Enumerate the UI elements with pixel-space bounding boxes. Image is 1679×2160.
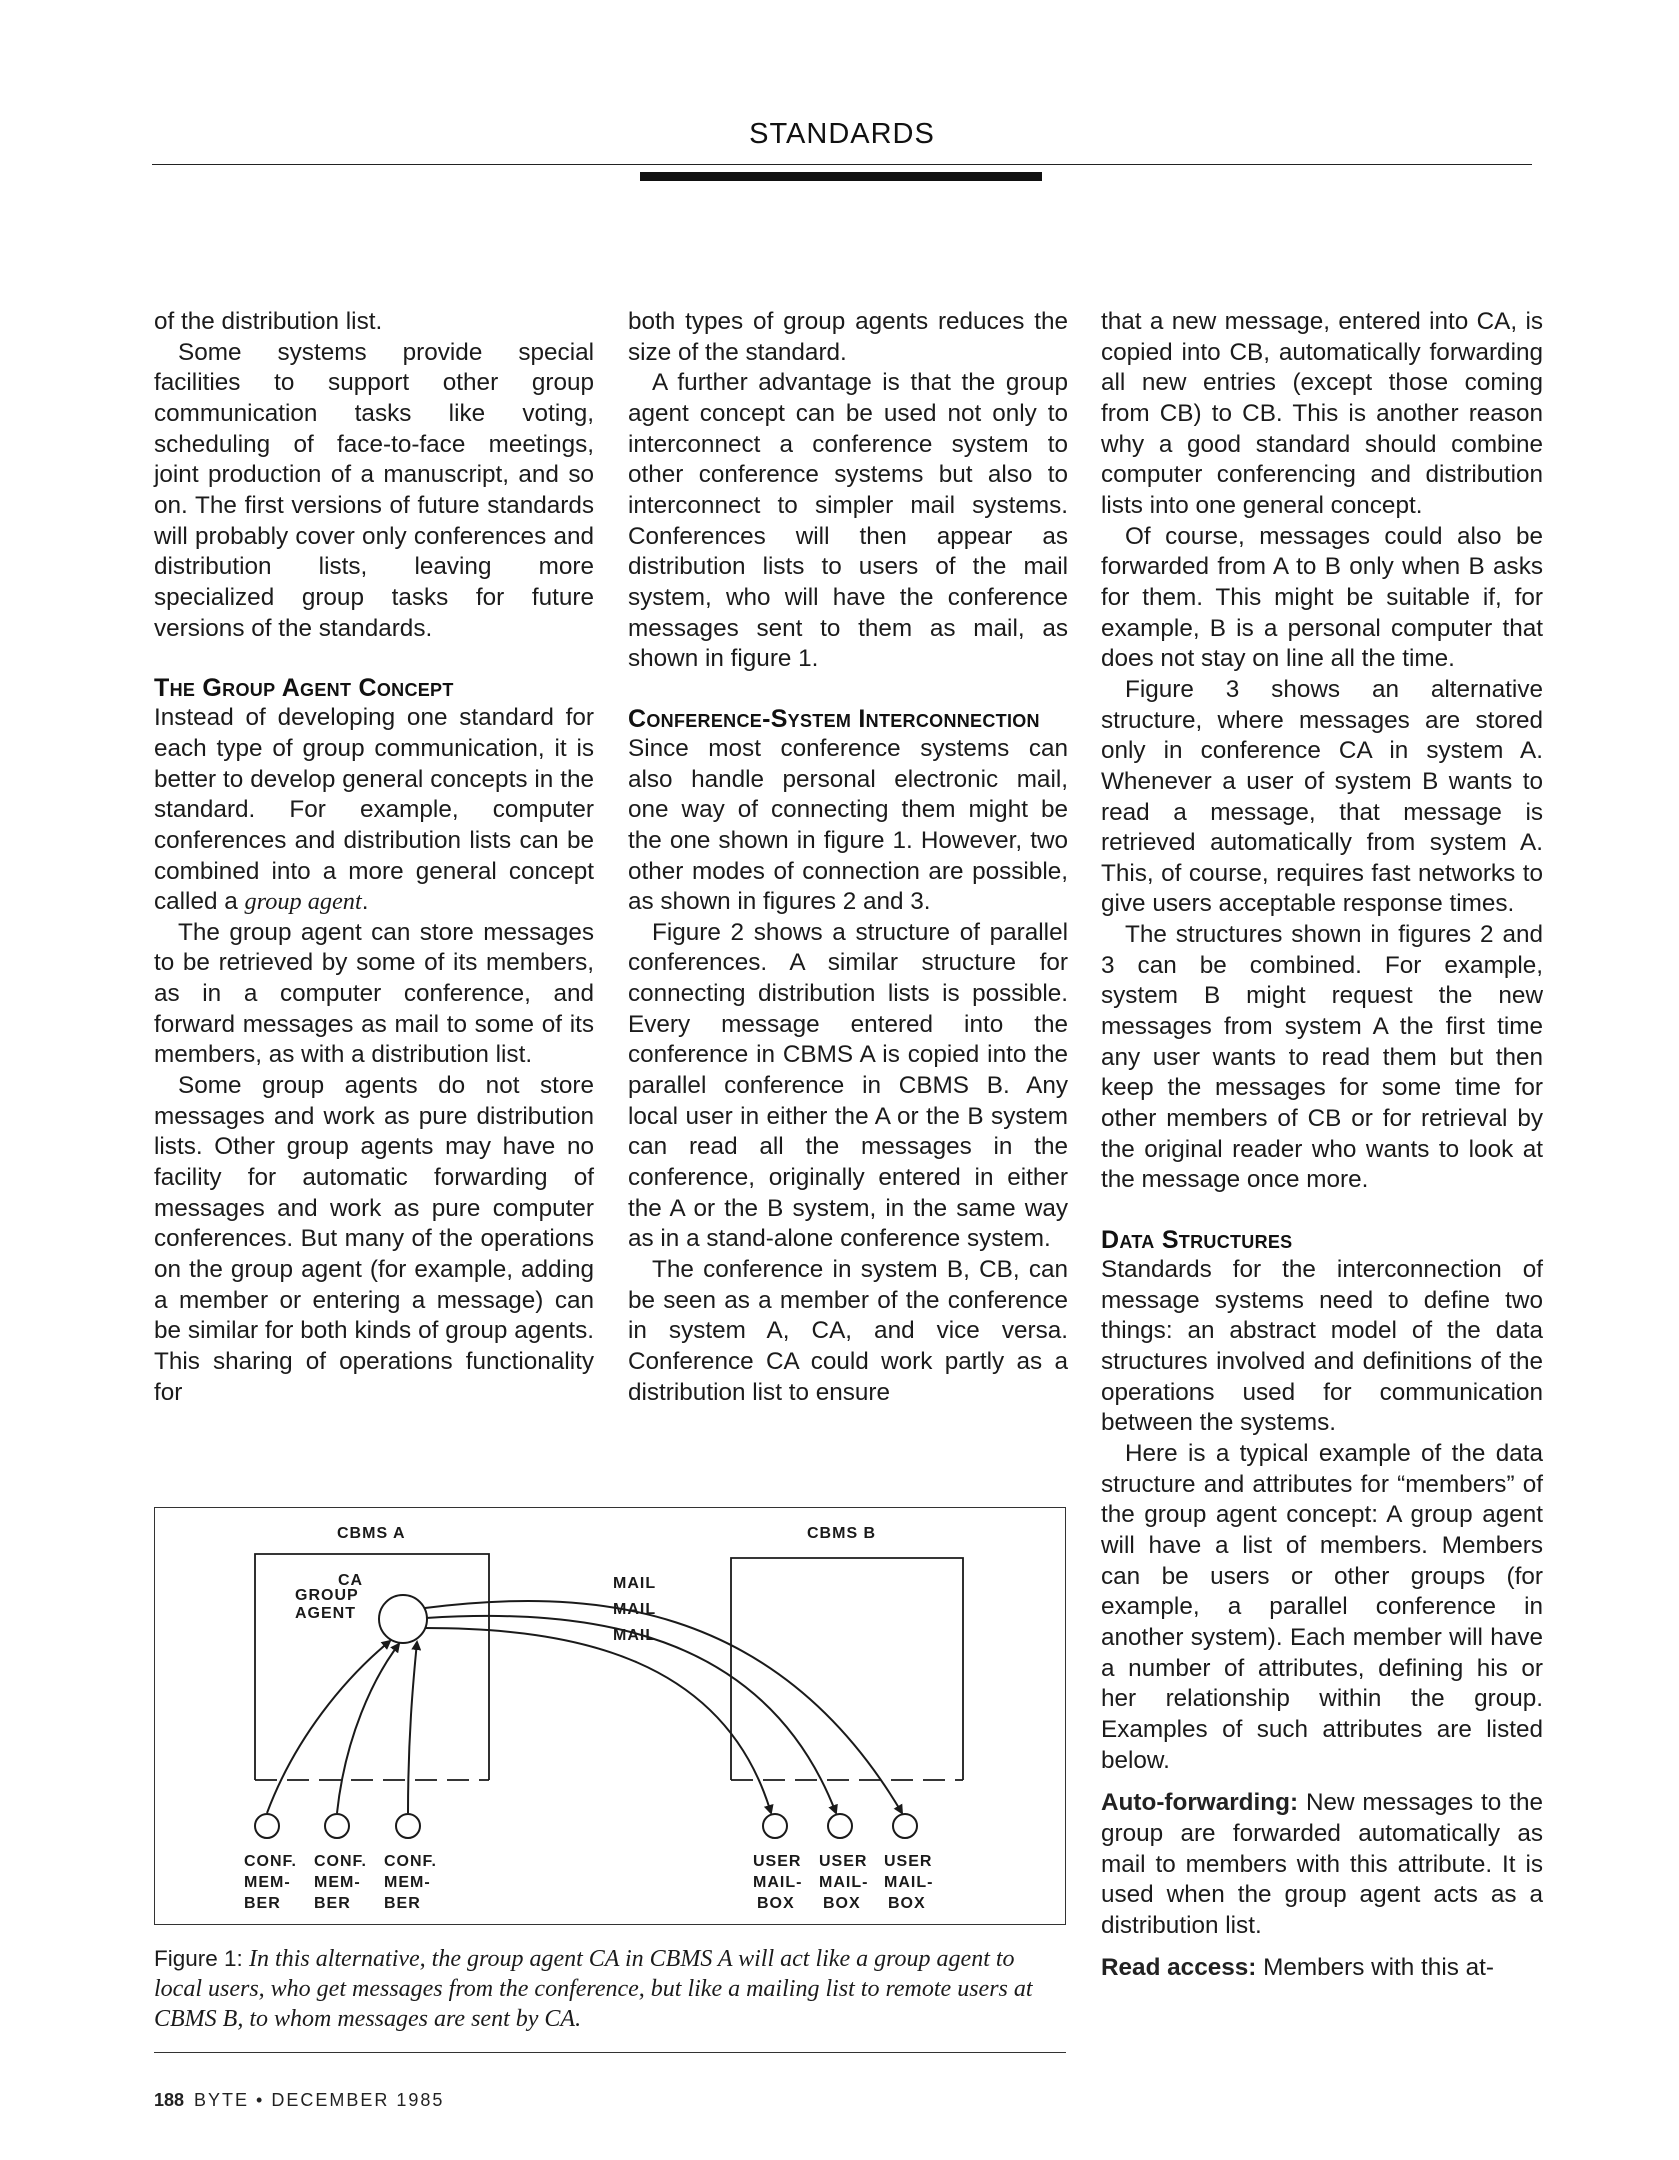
conf-label: CONF. bbox=[244, 1853, 297, 1870]
attribute-name: Read access: bbox=[1101, 1954, 1257, 1982]
column-2 bbox=[628, 307, 1068, 1408]
cbms-a-box bbox=[255, 1554, 489, 1780]
mail-arrow bbox=[425, 1601, 902, 1813]
user-mailbox-circle bbox=[763, 1814, 787, 1838]
section-header: STANDARDS bbox=[749, 118, 935, 150]
mail-dash-label: MAIL- bbox=[753, 1874, 803, 1891]
paragraph: of the distribution list. bbox=[154, 308, 383, 335]
paragraph: Since most conference systems can also handle personal electronic mail, one way of connecting them might be the one shown in figure 1. However, two other modes of connection are possible, as shown in figures 2 and 3. bbox=[628, 734, 1068, 916]
paragraph: that a new message, entered into CA, is copied into CB, automatically forwarding all new entries (except those coming from CB) to CB. This is another reason why a good standard should combine computer conferencing and distribution lists into one general concept. bbox=[1101, 308, 1543, 519]
attribute-definition bbox=[1101, 1788, 1543, 1941]
ca-label: CA bbox=[338, 1572, 364, 1589]
figure-1 bbox=[154, 1507, 1066, 1925]
cbms-b-box bbox=[731, 1558, 963, 1780]
paragraph: Some group agents do not store messages and work as pure distribution lists. Other group agents may have no facility for automatic forwarding of messages and work as pure computer conferences. But many of the operations on the group agent (for example, adding a member or entering a message) can be similar for both kinds of group agents. This sharing of operations functionality for bbox=[154, 1072, 594, 1406]
paragraph: The group agent can store messages to be retrieved by some of its members, as in a computer conference, and forward messages as mail to some of its members, as with a distribution list. bbox=[154, 918, 594, 1069]
paragraph bbox=[154, 703, 594, 918]
paragraph-text: . bbox=[361, 888, 369, 916]
cbms-a-label: CBMS A bbox=[337, 1525, 406, 1542]
mail-dash-label: MAIL- bbox=[819, 1874, 869, 1891]
figure-diagram bbox=[155, 1508, 1065, 1924]
conf-member-circle bbox=[396, 1814, 420, 1838]
header-bar bbox=[640, 172, 1042, 181]
conf-member-circle bbox=[255, 1814, 279, 1838]
mail-arrow bbox=[426, 1616, 836, 1813]
emphasis-term: group agent bbox=[244, 888, 362, 916]
paragraph-text: Instead of developing one standard for each type of group communication, it is better to develop general concepts in the standard. For example, computer conferences and distribution lists can be combined into a more general concept called a bbox=[154, 704, 594, 916]
attribute-definition bbox=[1101, 1953, 1543, 1984]
member-arrow bbox=[408, 1642, 417, 1813]
mail-label: MAIL bbox=[613, 1575, 657, 1592]
mem-label: MEM- bbox=[244, 1874, 291, 1891]
user-label: USER bbox=[819, 1853, 868, 1870]
member-arrow bbox=[337, 1644, 399, 1813]
ber-label: BER bbox=[314, 1895, 351, 1912]
conf-label: CONF. bbox=[384, 1853, 437, 1870]
group-label: GROUP bbox=[295, 1587, 359, 1604]
mem-label: MEM- bbox=[384, 1874, 431, 1891]
paragraph: Standards for the interconnection of message systems need to define two things: an abstract model of the data structures involved and definitions of the operations used for communication between the systems. bbox=[1101, 1256, 1543, 1437]
ber-label: BER bbox=[384, 1895, 421, 1912]
section-heading: The Group Agent Concept bbox=[154, 674, 454, 703]
mail-label: MAIL bbox=[613, 1627, 657, 1644]
paragraph: Figure 2 shows a structure of parallel conferences. A similar structure for connecting distribution lists is possible. Every message entered into the conference in CBMS A is copied into the parallel conference in CBMS B. Any local user in either the A or the B system can read all the messages in the conference, originally entered in either the A or the B system, in the same way as in a stand-alone conference system. bbox=[628, 918, 1068, 1253]
paragraph: Figure 3 shows an alternative structure, where messages are stored only in conference CA in system A. Whenever a user of system B wants to read a message, that message is retrieved automatically from system A. This, of course, requires fast networks to give users acceptable response times. bbox=[1101, 675, 1543, 918]
mail-dash-label: MAIL- bbox=[884, 1874, 934, 1891]
user-label: USER bbox=[884, 1853, 933, 1870]
paragraph: Here is a typical example of the data structure and attributes for “members” of the group agent concept: A group agent will have a list of members. Members can be users or other groups (for example, a parallel conference in another system). Each member will have a number of attributes, defining his or her relationship within the group. Examples of such attributes are listed below. bbox=[1101, 1439, 1543, 1774]
user-label: USER bbox=[753, 1853, 802, 1870]
box-label: BOX bbox=[888, 1895, 926, 1912]
column-1 bbox=[154, 307, 594, 1408]
user-mailbox-circle bbox=[828, 1814, 852, 1838]
mem-label: MEM- bbox=[314, 1874, 361, 1891]
cbms-b-label: CBMS B bbox=[807, 1525, 877, 1542]
mail-arrow bbox=[425, 1628, 771, 1813]
caption-rule bbox=[154, 2052, 1066, 2053]
section-heading: Conference-System Interconnection bbox=[628, 704, 1040, 733]
attribute-name: Auto-forwarding: bbox=[1101, 1789, 1299, 1817]
paragraph: both types of group agents reduces the size of the standard. bbox=[628, 308, 1068, 366]
caption-text: In this alternative, the group agent CA in CBMS A will act like a group agent to local users, who get messages from the conference, but like a mailing list to remote users at CBMS B, to whom messages are sent by CA. bbox=[154, 1946, 1033, 2032]
section-heading: Data Structures bbox=[1101, 1226, 1293, 1255]
column-3 bbox=[1101, 307, 1543, 1984]
member-arrow bbox=[267, 1641, 390, 1813]
ber-label: BER bbox=[244, 1895, 281, 1912]
group-agent-circle bbox=[379, 1595, 427, 1643]
attribute-text: New messages to the group are forwarded automatically as mail to members with this attribute. It is used when the group agent acts as a distribution list. bbox=[1101, 1789, 1543, 1939]
paragraph: The conference in system B, CB, can be seen as a member of the conference in system A, CA, and vice versa. Conference CA could work partly as a distribution list to ensure bbox=[628, 1256, 1068, 1406]
agent-label: AGENT bbox=[295, 1605, 356, 1622]
user-mailbox-circle bbox=[893, 1814, 917, 1838]
page-number: 188 bbox=[154, 2090, 185, 2110]
conf-member-circle bbox=[325, 1814, 349, 1838]
figure-caption bbox=[154, 1944, 1066, 2034]
paragraph: Some systems provide special facilities to support other group communication tasks like voting, scheduling of face-to-face meetings, joint production of a manuscript, and so on. The first versions of future standards will probably cover only conferences and distribution lists, leaving more specialized group tasks for future versions of the standards. bbox=[154, 338, 594, 642]
box-label: BOX bbox=[823, 1895, 861, 1912]
page-footer bbox=[154, 2090, 444, 2111]
paragraph: A further advantage is that the group agent concept can be used not only to interconnect a conference system to other conference systems but also to interconnect to simpler mail systems. Conferences will then appear as distribution lists to users of the mail system, who will have the conference messages sent to them as mail, as shown in figure 1. bbox=[628, 369, 1068, 673]
box-label: BOX bbox=[757, 1895, 795, 1912]
conf-label: CONF. bbox=[314, 1853, 367, 1870]
paragraph: The structures shown in figures 2 and 3 can be combined. For example, system B might request the new messages from system A the first time any user wants to read them but then keep the messages for some time for other members of CB or for retrieval by the original reader who wants to look at the message once more. bbox=[1101, 921, 1543, 1194]
attribute-text: Members with this at- bbox=[1256, 1954, 1494, 1982]
mail-label: MAIL bbox=[613, 1601, 657, 1618]
publication-line: BYTE • DECEMBER 1985 bbox=[194, 2090, 445, 2110]
paragraph: Of course, messages could also be forwarded from A to B only when B asks for them. This might be suitable if, for example, B is a personal computer that does not stay on line all the time. bbox=[1101, 522, 1543, 673]
caption-title: Figure 1: bbox=[154, 1946, 250, 1971]
header-rule bbox=[152, 164, 1532, 165]
